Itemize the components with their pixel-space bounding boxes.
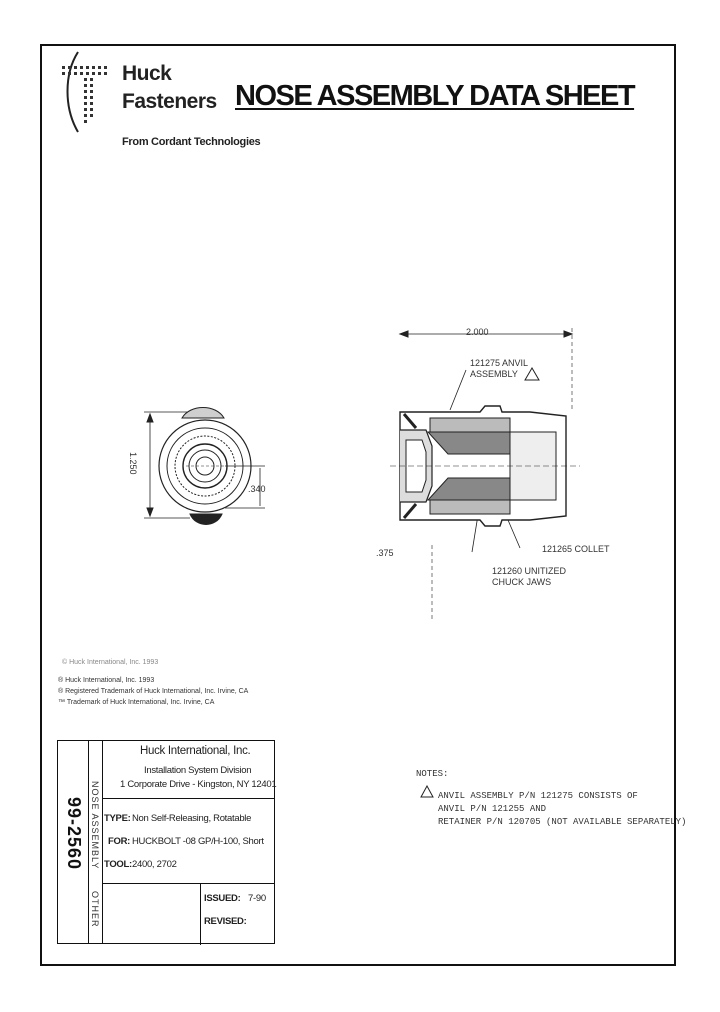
company-name: Huck International, Inc. [140,745,251,757]
for-value: HUCKBOLT -08 GP/H-100, Short [132,836,264,847]
divider [200,883,201,945]
divider [102,883,274,884]
division-name: Installation System Division [144,765,252,776]
type-label: TYPE: [104,813,131,824]
legal-line3: ™ Trademark of Huck International, Inc. Irvine, CA [58,699,215,706]
notes-line2: ANVIL P/N 121255 AND [438,804,547,814]
issued-value: 7-90 [248,893,266,904]
notes-line3: RETAINER P/N 120705 (NOT AVAILABLE SEPARATELY) [438,817,687,827]
legal-line1: ® Huck International, Inc. 1993 [58,677,155,684]
doc-number: 99-2560 [64,797,84,871]
dim-offset: .375 [376,548,394,558]
tool-value: 2400, 2702 [132,859,177,870]
tool-label: TOOL: [104,859,132,870]
notes-heading: NOTES: [416,769,449,779]
notes-line1: ANVIL ASSEMBLY P/N 121275 CONSISTS OF [438,791,638,801]
label-anvil-assembly: 121275 ANVIL ASSEMBLY [470,358,529,379]
dim-diameter: 1.250 [128,452,138,475]
warning-triangle-icon [420,785,434,799]
for-label: FOR: [108,836,131,847]
dim-small: .340 [248,484,266,494]
label-chuck-jaws: 121260 UNITIZED CHUCK JAWS [492,566,567,587]
other-label: OTHER [90,891,100,928]
title-block [57,740,275,944]
divider [102,798,274,799]
category-label: NOSE ASSEMBLY [90,781,100,870]
page-title: NOSE ASSEMBLY DATA SHEET [235,80,635,112]
dim-length: 2.000 [466,327,489,337]
label-collet: 121265 COLLET [542,544,610,554]
logo-line2: Fasteners [122,90,217,113]
huck-logo-icon [56,46,116,138]
issued-label: ISSUED: [204,893,241,904]
revised-label: REVISED: [204,916,247,927]
legal-line0: © Huck International, Inc. 1993 [62,659,159,666]
legal-line2: ® Registered Trademark of Huck International, Inc. Irvine, CA [58,688,249,695]
company-address: 1 Corporate Drive - Kingston, NY 12401 [120,779,277,790]
logo-line1: Huck [122,62,172,85]
end-view-drawing [130,400,280,530]
type-value: Non Self-Releasing, Rotatable [132,813,252,824]
logo-tagline: From Cordant Technologies [122,136,261,148]
